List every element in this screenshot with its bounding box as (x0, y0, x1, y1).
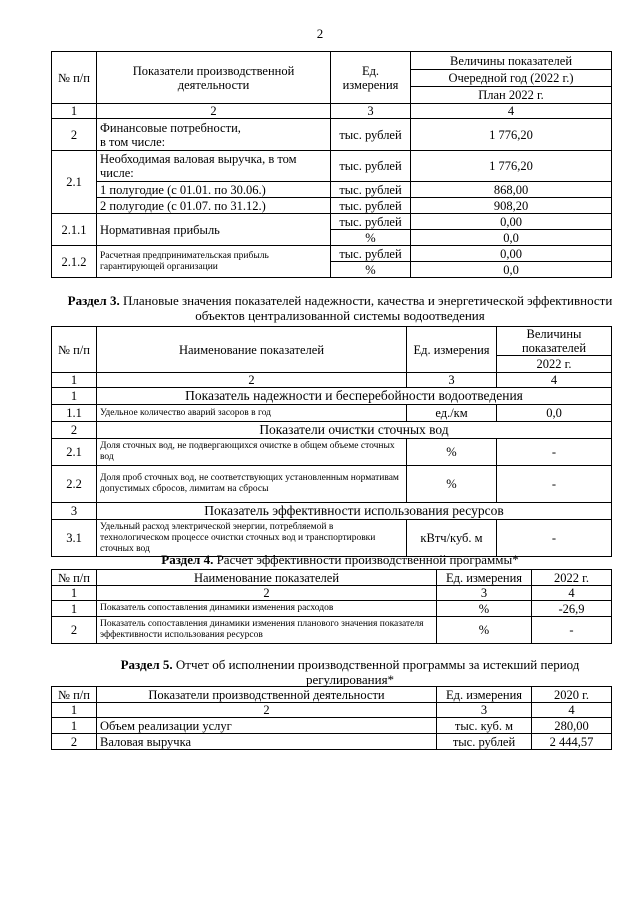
row-unit: % (437, 617, 532, 644)
col-number: 3 (437, 703, 532, 718)
header-values: Величины показателей (497, 327, 612, 356)
row-num: 2.1 (52, 439, 97, 466)
row-name: Валовая выручка (97, 734, 437, 750)
row-value: 0,00 (411, 214, 612, 230)
group-row (52, 388, 612, 405)
row-unit: тыс. рублей (331, 119, 411, 151)
row-num: 2.1.2 (52, 246, 97, 278)
row-unit: тыс. рублей (331, 198, 411, 214)
efficiency-table (51, 569, 612, 644)
row-name: Объем реализации услуг (97, 718, 437, 734)
row-value: - (497, 439, 612, 466)
col-number: 1 (52, 373, 97, 388)
row-name: Удельное количество аварий засоров в год (97, 405, 407, 422)
group-row (52, 503, 612, 520)
section5-title-text: Отчет об исполнении производственной программы за истекший период (175, 657, 580, 672)
col-number: 4 (532, 703, 612, 718)
table-row (52, 617, 612, 644)
row-num: 2 (52, 617, 97, 644)
row-num: 1 (52, 601, 97, 617)
col-number: 3 (437, 586, 532, 601)
table-row (52, 405, 612, 422)
col-number: 1 (52, 104, 97, 119)
col-number: 3 (407, 373, 497, 388)
row-value: 868,00 (411, 182, 612, 198)
row-value: 0,0 (411, 262, 612, 278)
row-name: Доля сточных вод, не подвергающихся очистке в общем объеме сточных вод (97, 439, 407, 466)
col-number: 1 (52, 703, 97, 718)
table-row (52, 466, 612, 503)
col-number: 1 (52, 586, 97, 601)
row-value: 0,0 (497, 405, 612, 422)
row-num: 1 (52, 388, 97, 405)
row-value: - (532, 617, 612, 644)
col-number: 2 (97, 373, 407, 388)
row-value: -26,9 (532, 601, 612, 617)
group-row (52, 422, 612, 439)
header-num: № п/п (52, 687, 97, 703)
col-number: 2 (97, 104, 331, 119)
section3-label: Раздел 3. (67, 293, 120, 308)
table-row (52, 601, 612, 617)
row-name: Показатель сопоставления динамики изменения расходов (97, 601, 437, 617)
row-name: Показатель сопоставления динамики изменения планового значения показателя эффективности использования ресурсов (97, 617, 437, 644)
row-name: Доля проб сточных вод, не соответствующих установленным нормативам допустимых сбросов, лимитам на сбросы (97, 466, 407, 503)
header-values: Величины показателей (411, 52, 612, 70)
table-row (52, 119, 612, 151)
row-value: 0,00 (411, 246, 612, 262)
section5-title (70, 657, 630, 687)
row-unit: % (331, 230, 411, 246)
header-unit: Ед. измерения (437, 687, 532, 703)
row-unit: тыс. рублей (331, 151, 411, 182)
row-unit: ед./км (407, 405, 497, 422)
row-name (97, 119, 331, 151)
header-name: Наименование показателей (97, 327, 407, 373)
row-name: Расчетная предпринимательская прибыль гарантирующей организации (97, 246, 331, 278)
header-year: 2020 г. (532, 687, 612, 703)
row-unit: кВтч/куб. м (407, 520, 497, 557)
group-title: Показатель эффективности использования ресурсов (97, 503, 612, 520)
col-number: 2 (97, 703, 437, 718)
table-row (52, 214, 612, 230)
section5-title-text-2: регулирования* (305, 672, 395, 687)
row-value: 2 444,57 (532, 734, 612, 750)
section4-label: Раздел 4. (161, 552, 214, 567)
row-value: 0,0 (411, 230, 612, 246)
production-indicators-table (51, 51, 612, 278)
header-num: № п/п (52, 570, 97, 586)
col-number: 4 (532, 586, 612, 601)
header-unit: Ед. измерения (437, 570, 532, 586)
row-num: 3 (52, 503, 97, 520)
row-num: 2 (52, 422, 97, 439)
row-num: 1.1 (52, 405, 97, 422)
page-number: 2 (316, 26, 324, 41)
section4-title (60, 552, 620, 567)
row-unit: % (407, 439, 497, 466)
row-value: 280,00 (532, 718, 612, 734)
row-value: 908,20 (411, 198, 612, 214)
row-unit: % (437, 601, 532, 617)
table-row (52, 151, 612, 182)
table-row (52, 734, 612, 750)
row-name: Нормативная прибыль (97, 214, 331, 246)
header-year: 2022 г. (532, 570, 612, 586)
section3-title (60, 293, 620, 323)
row-name: 1 полугодие (с 01.01. по 30.06.) (97, 182, 331, 198)
row-unit: тыс. рублей (331, 246, 411, 262)
section3-title-text: Плановые значения показателей надежности, качества и энергетической эффективности объектов централизованной системы водоотведения (122, 293, 613, 323)
table-row (52, 182, 612, 198)
table-row (52, 198, 612, 214)
header-num: № п/п (52, 327, 97, 373)
header-indicator: Показатели производственной деятельности (97, 52, 331, 104)
row-num: 2.1 (52, 151, 97, 214)
row-unit: тыс. рублей (437, 734, 532, 750)
section5-label: Раздел 5. (120, 657, 173, 672)
group-title: Показатель надежности и бесперебойности водоотведения (97, 388, 612, 405)
row-name: 2 полугодие (с 01.07. по 31.12.) (97, 198, 331, 214)
row-num: 3.1 (52, 520, 97, 557)
header-name: Показатели производственной деятельности (97, 687, 437, 703)
header-name: Наименование показателей (97, 570, 437, 586)
row-value: - (497, 520, 612, 557)
row-name: Необходимая валовая выручка, в том числе: (97, 151, 331, 182)
col-number: 3 (331, 104, 411, 119)
row-name-line2: в том числе: (100, 134, 166, 149)
row-num: 2 (52, 734, 97, 750)
row-unit: тыс. куб. м (437, 718, 532, 734)
row-num: 2 (52, 119, 97, 151)
header-num: № п/п (52, 52, 97, 104)
col-number: 4 (411, 104, 612, 119)
row-unit: % (407, 466, 497, 503)
table-row (52, 718, 612, 734)
col-number: 2 (97, 586, 437, 601)
row-unit: тыс. рублей (331, 182, 411, 198)
row-num: 1 (52, 718, 97, 734)
header-year: Очередной год (2022 г.) (411, 70, 612, 87)
row-unit: тыс. рублей (331, 214, 411, 230)
row-name: Удельный расход электрической энергии, потребляемой в технологическом процессе очистки сточных вод и транспортировки сточных вод (97, 520, 407, 557)
row-unit: % (331, 262, 411, 278)
col-number: 4 (497, 373, 612, 388)
header-unit: Ед. измерения (331, 52, 411, 104)
section4-title-text: Расчет эффективности производственной программы* (216, 552, 519, 567)
table-row (52, 520, 612, 557)
program-report-table (51, 686, 612, 750)
row-value: 1 776,20 (411, 151, 612, 182)
row-value: - (497, 466, 612, 503)
table-row (52, 246, 612, 262)
table-row (52, 439, 612, 466)
row-num: 2.1.1 (52, 214, 97, 246)
row-name-line1: Финансовые потребности, (100, 120, 241, 135)
row-value: 1 776,20 (411, 119, 612, 151)
header-year: 2022 г. (497, 356, 612, 373)
reliability-indicators-table (51, 326, 612, 557)
group-title: Показатели очистки сточных вод (97, 422, 612, 439)
row-num: 2.2 (52, 466, 97, 503)
header-plan: План 2022 г. (411, 87, 612, 104)
header-unit: Ед. измерения (407, 327, 497, 373)
